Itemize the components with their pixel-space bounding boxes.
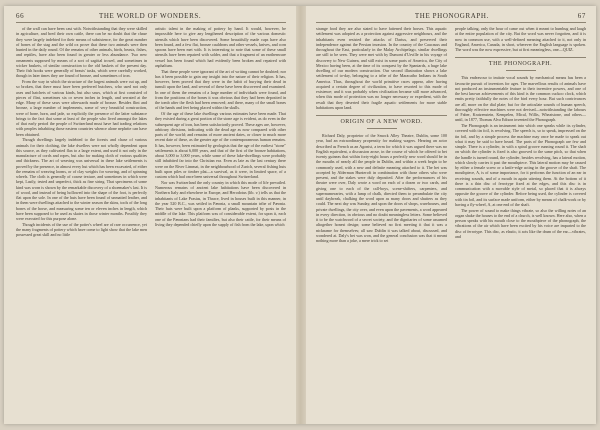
left-column-1: [16, 26, 147, 238]
left-column-2: [155, 26, 286, 238]
paragraph: Though incidents of the use of the potter's wheel are of rare occurrence, yet the many fragments of pottery which have come to light show that the lake men possessed great skill and no little: [16, 221, 147, 238]
paragraph: This endeavour to imitate vocal sounds by mechanical means has been a favourite pursuit of inventors for ages. The marvellous results of animals have not produced an instrumentable feature to their inventive powers, and one of the best known achievements of this kind is the common cuckoo clock, which emits pretty faithfully the notes of the bird every hour. But such contrivances are all, more on the dial plate; but for the articulate sounds of human speech, thoroughly effective machines were not devised—notwithstanding the labours of Faber, Kratzenstein, Kempelen, Mical, Willis, Wheatstone, and others—until, in 1877, Thomas Alva Edison invented the Phonograph.: [455, 75, 586, 123]
book-spread: [4, 6, 596, 424]
right-running-title: THE PHONOGRAPH.: [414, 12, 489, 20]
article-title-text: THE PHONOGRAPH.: [488, 61, 553, 68]
title-rule: [367, 128, 397, 129]
right-running-head: [316, 12, 586, 23]
paragraph: From the way in which the structure of the largest animals were cut up, and so broken, that there must have been preferred butchers, who used not only axes and hatchets of various kinds, but also saws, which at first consisted of pieces of flint, sometimes six or seven inches in length, and serrated at the edge. Many of these saws were afterwards made of bronze. Besides flint and bronze, a large number of implements, some of very beautiful construction, were of bone, horn, and jade, so explicitly the presence of the latter substance brings to the fact that some at least of the people who lived amongst the lakes of that early period the people of Switzerland must have had trading relations with peoples inhabiting those eastern countries whence alone nephrite can have been obtained.: [16, 79, 147, 137]
paragraph: people talking, only the hour of came out when it meant to humbug and laugh at the entire population of the city. But the word was never forgotten, and it is now in common use, with a well-defined meaning attached to it, not only in England, America, Canada, in short, wherever the English language is spoken. The word was the now expressive, but at first meaningless, one—QUIZ.: [455, 26, 586, 52]
title-rule: [506, 70, 536, 71]
right-column-1: [316, 26, 447, 243]
paragraph: The Phonograph is an instrument into which one speaks while its cylinder, covered with tin foil, is revolving. The speech is, so to speak, impressed on the tin foil, and by a simple process the machine may once be made to speak out what it may be said to have heard. The parts of the Phonograph are few and simple. There is a cylinder, in with a spiral groove running round it. The shaft on which the cylinder is fixed is also grooved to the same pitch, so that when the handle is turned round, the cylinder, besides revolving, has a lateral motion, which slowly carries it past the mouthpiece. This lateral motion may be caused by either a female screw or a knife-edge acting in the groove of the shaft. The mouthpiece, A, is of some importance, for it performs the function of an ear in receiving sounds, and of a mouth in again uttering them. At the bottom of it there is a thin disc of ferrotype fixed at the edges, and this disc is in communication with a movable style of metal, so placed that it is always opposite the groove of the cylinder. Before being used, the cylinder is covered with tin foil, and its surface made uniform, either by means of chalk-work or by having a fly-wheel, A, at one end of the shaft.: [455, 123, 586, 207]
paragraph: Of the age of these lake dwellings various estimates have been made. That they existed during a great portion of the stone age is evident, as do even in the subsequent age of iron, has been satisfactorily proved. These ages are, however, arbitrary divisions, indicating with the dead age as now compared with other parts of the world; and remains of more ancient dates, or closer to much more recent date of these, as the greater age of the contemporaneous human remains. It has, however, been estimated by geologists that the age of the earliest "stone" settlements is about 6,000 years, and that of the first of the bronze habitations, about 3,000 to 3,000 years, while some of these lake-dwellings were probably still inhabited far into the Christian era. Even as late as the last century there were on the River Limmat, in the neighbourhood of Zurich, several fishing huts built upon piles or timber plat—a survival, as it were, in limited space, of a custom which had once been universal throughout Switzerland.: [155, 111, 286, 179]
paragraph: Nor was Switzerland the only country in which this mode of life prevailed. Numerous remains of ancient lake habitations have been discovered in Northern Italy and elsewhere in Europe, and Herodotus (lib. v.) tells us that the inhabitants of Lake Prasias, in Thrace, lived in houses built in this manner, in the year 520 B.C., was settled in Pæonia, a small mountain tribe of Pæonia. Their huts were built upon a platform of planks, supported by posts in the middle of the lake. This platform was of considerable extent, for upon it, each one of the Pæonians had their families, but also their cattle, for their means of living they depended chiefly upon the supply of fish from the lake, upon which: [155, 179, 286, 227]
right-column-2: [455, 26, 586, 243]
article-title-text: ORIGIN OF A NEW WORD.: [340, 119, 423, 125]
right-page: [316, 12, 586, 416]
paragraph: That these people were ignorant of the art of writing cannot be doubted; nor has it been possible to gain any insight into the nature of their religion. It has, however, been proved that they were in the habit of burying their dead in tumuli upon the land, and several of these have been discovered and examined. In one of them the remains of a large number of individuals were found, and from the positions of the bones it was obvious that they had been deposited in the tomb after the flesh had been removed; and there, many of the small bones of the hands and feet being placed within the skulls.: [155, 68, 286, 111]
left-page: [16, 12, 286, 416]
article-title-origin-of-a-new-word: [316, 115, 447, 129]
paragraph: strange food they are also stated to have fattened their horses. This aquatic settlement was adopted as a protection against aggressive neighbours, and the inhabitants even resisted the attacks of Darius, and preserved their independence against the Persian invasion. In the country of the Caucasus and throughout the East, particularly in the Malay Archipelago, similar dwellings are still to be seen. They were met with by Dumont d'Urville in his voyage of discovery to New Guinea, and still exist in some parts of America, the City of Mexico having been, at the time of its conquest by the Spaniards, a huge lake dwelling of our modern construction. Our second illustration shows a lake settlement of to-day, belonging to a tribe of the Maracaibo Indians in South America. Thus, throughout the world primitive races appear, after having acquired a certain degree of civilization, to have resorted to this mode of existence; and it was probably when civilization became still more advanced, when this mode of protection was no longer necessary or expedient, with the result that they deserted their fragile aquatic settlements for more stable habitations upon land.: [316, 26, 447, 110]
paragraph: artistic talent in the making of pottery by hand. It would, however, be impossible here to give any lengthened description of the various domestic utensils which have been discovered. Some beautifully made cups have also been found, and a few flat, bronze cauldrons and other vessels, knives, and corn spoons have been met with. It is interesting to note that some of these small utensils have been repaired with solder, and that a fragment of an earthenware vessel has been found which had evidently been broken and repaired with asphaltum.: [155, 26, 286, 68]
paragraph: Richard Daly, proprietor of the Smock Alley Theatre, Dublin, some 100 year, had an extraordinary propensity for making wagers. Hearing an actor described as French as an Agonist, a term for which it was argued there was no English equivalent, a discussion arose, in the course of which he offered to bet twenty guineas that within forty-eight hours a perfectly new word should be in the mouths of nearly all the people in Dublin, and within a week begin to be commonly used, with a new and definite meaning attached to it. The bet was accepted by Alderman Hunteroft in combination with those others who were present, and the stakes were duly deposited. After the performances of his theatre were over, Daly wrote a word on each of a dozen or two cards, and giving one to each of the call-boys, scene-shifters, carpenters, and supernumeraries, with a lump of chalk, directed them to perambulate the city until daybreak, chalking the word upon as many doors and shutters as they could. The next day was Sunday, and upon the doors of shops, warehouses, and private dwellings, the city over, and even upon the pavements, a word appeared in every direction, in obvious and no doubt meaningless letters. Some believed it to be the watchword of a secret society, and the dignitaries of some assumed altogether honest design; some believed no first meeting it that it was a nickname for themselves; all saw Dublin it was talked about, discussed, and wondered at. Daly's bet was won, and the general conclusion was that it meant nothing more than a joke, a mere trick to set: [316, 133, 447, 243]
right-page-number: 67: [577, 12, 586, 20]
left-page-number: 66: [16, 12, 25, 20]
left-running-head: [16, 12, 286, 23]
left-running-title: THE WORLD OF WONDERS.: [99, 12, 202, 20]
book-gutter: [296, 6, 306, 424]
paragraph: The power of sound to make things vibrate, so also the willing notes of an organ shake the houses to the end of a church, is well known. Here also, when a person speaks with his mouth close to the mouthpiece of the phonograph, the vibrations of the air which have been excited by his voice are imparted to the disc of ferrotype. This disc, as elastic, it acts like the drum of the ear—vibrates, and: [455, 207, 586, 239]
paragraph: of the wall can have been cast with. Notwithstanding that they were skilled in agriculture, and bred their own cattle, there can be no doubt that the chase they were largely indebted for their means of subsistence, for the great number of bones of the stag and the wild ox prove that these two animals were then hunted in the daily round. Of the remains of other animals, birds, beasts, fishes, and reptiles, have also been found in greater or less abundance. Two new ornaments supposed by means of a sort of sagittal trowel, and sometimes in wicker baskets, of similar construction to the old baskets of the present day. Their fish hooks were generally of beasts' tusks, which were carefully worked, though in later times they are found of bronze, and sometimes of iron.: [16, 26, 147, 79]
article-title-the-phonograph: [455, 57, 586, 71]
paragraph: Though dwellings largely indebted to the forests and chase of various animals for their clothing, the lake dwellers were not wholly dependent upon this source, as they cultivated flax to a large extent, and used it not only in the manufacture of cords and ropes, but also for making cloth of various qualities and thickness. The art of weaving was universal in these lake settlements is proved by the presence, in almost every hut which has been excavated, of either the remains of weaving looms, or of clay weights for weaving, and of spinning wheels. The cloth is generally of coarse texture, and sometimes in which were kept, Lastly, tested and unperfect, thick as fine string. That specimens of some kind was worn is shown by the remarkable discovery of a shoemaker's last. It is of wood, and instead of being hollowed into the shape of the foot, is perfectly flat upon the sole. In one of the huts have been found of unmatted leather, and in them were dwellings attached to the winter season the skins, tools of the long bones of the horse, and measuring some ten or eleven inches in length, which have been supposed to be used as skates in those winter months. Possibly they were executed for this purpose alone.: [16, 137, 147, 221]
